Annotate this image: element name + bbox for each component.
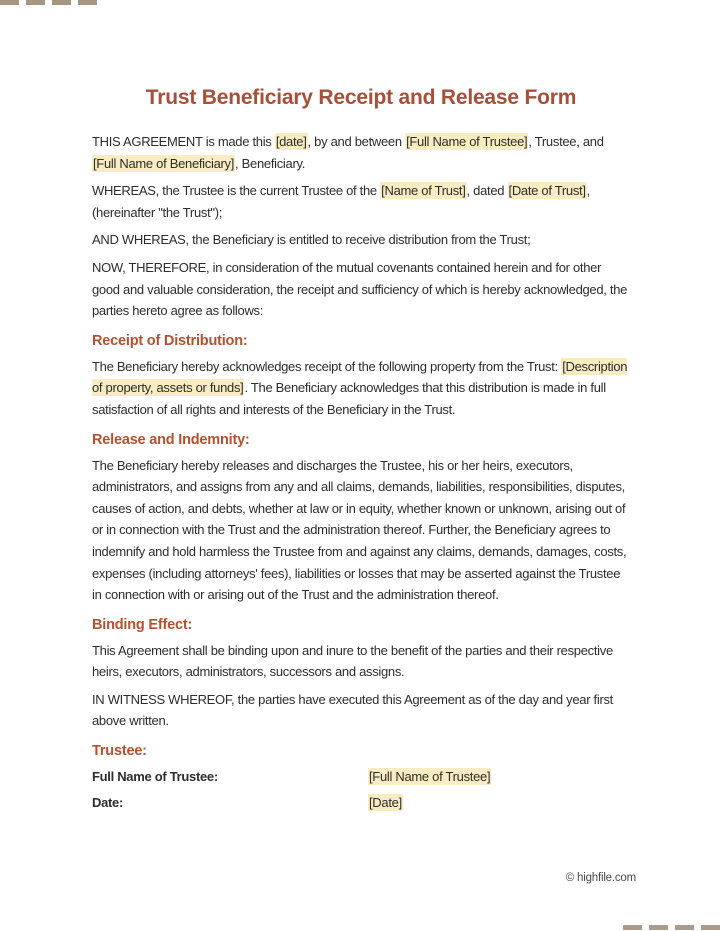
placeholder-trustee-name[interactable]: [Full Name of Trustee] — [406, 134, 528, 149]
dash — [26, 0, 45, 5]
heading-receipt-of-distribution: Receipt of Distribution: — [92, 332, 248, 349]
dash — [52, 0, 71, 5]
text-run: , Beneficiary. — [235, 155, 306, 171]
text-run: , Trustee, and — [528, 134, 604, 149]
text-run: WHEREAS, the Trustee is the current Trustee of the — [92, 183, 381, 199]
dash — [78, 0, 97, 5]
dash — [701, 925, 720, 930]
text-run: The Beneficiary hereby acknowledges receipt of the following property from the Trust: — [92, 358, 562, 374]
field-row-trustee-name — [92, 766, 630, 788]
paragraph-agreement-intro — [92, 131, 630, 174]
dash — [623, 925, 642, 930]
paragraph-and-whereas: AND WHEREAS, the Beneficiary is entitled to receive distribution from the Trust; — [92, 232, 531, 248]
corner-decoration-bottom-right — [623, 925, 720, 930]
paragraph-now-therefore: NOW, THEREFORE, in consideration of the mutual covenants contained herein and for other good and valuable consideration, the receipt and sufficiency of which is hereby acknowledged, the parties hereto agree as follows: — [92, 259, 628, 319]
text-run: , dated — [466, 183, 508, 199]
text-run: , by and between — [307, 134, 406, 149]
heading-release-and-indemnity: Release and Indemnity: — [92, 431, 250, 448]
dash — [0, 0, 19, 5]
heading-binding-effect: Binding Effect: — [92, 616, 193, 633]
placeholder-property-description[interactable]: [Description of property, assets or funds] — [92, 358, 628, 396]
text-run: . The Beneficiary acknowledges that this distribution is made in full satisfaction of all rights and interests of the Beneficiary in the Trust. — [92, 380, 606, 417]
text-run: THIS AGREEMENT is made this — [92, 134, 275, 149]
copyright-footer: © highfile.com — [565, 872, 636, 884]
paragraph-in-witness-whereof: IN WITNESS WHEREOF, the parties have executed this Agreement as of the day and year first above written. — [92, 691, 613, 729]
placeholder-beneficiary-name[interactable]: [Full Name of Beneficiary] — [93, 155, 235, 171]
paragraph-binding-effect: This Agreement shall be binding upon and inure to the benefit of the parties and their respective heirs, executors, administrators, successors and assigns. — [92, 642, 613, 680]
corner-decoration-top-left — [0, 0, 97, 5]
page-title: Trust Beneficiary Receipt and Release Form — [145, 86, 577, 109]
field-label-trustee-name: Full Name of Trustee: — [92, 769, 218, 785]
placeholder-trustee-name-field[interactable]: [Full Name of Trustee] — [369, 769, 491, 785]
text-run: , (hereinafter "the Trust"); — [92, 183, 590, 220]
paragraph-release-and-indemnity: The Beneficiary hereby releases and discharges the Trustee, his or her heirs, executors, administrators, and assigns from any and all claims, demands, liabilities, responsibilities, disputes, causes of action, and debts, whether at law or in equity, whether known or unknown, arising out of or in connection with the Trust and the administration thereof. Further, the Beneficiary agrees to indemnify and hold harmless the Trustee from and against any claims, demands, damages, costs, expenses (including attorneys' fees), liabilities or losses that may be asserted against the Trustee in connection with or arising out of the Trust and the administration thereof. — [92, 457, 627, 603]
field-label-date: Date: — [92, 794, 124, 810]
field-row-date — [92, 792, 630, 814]
heading-trustee: Trustee: — [92, 743, 147, 760]
placeholder-trust-date[interactable]: [Date of Trust] — [508, 183, 586, 199]
placeholder-date-field[interactable]: [Date] — [369, 794, 402, 810]
paragraph-receipt-of-distribution — [92, 356, 630, 421]
dash — [649, 925, 668, 930]
placeholder-date[interactable]: [date] — [275, 134, 307, 149]
placeholder-trust-name[interactable]: [Name of Trust] — [381, 183, 466, 199]
paragraph-whereas — [92, 180, 630, 223]
dash — [675, 925, 694, 930]
